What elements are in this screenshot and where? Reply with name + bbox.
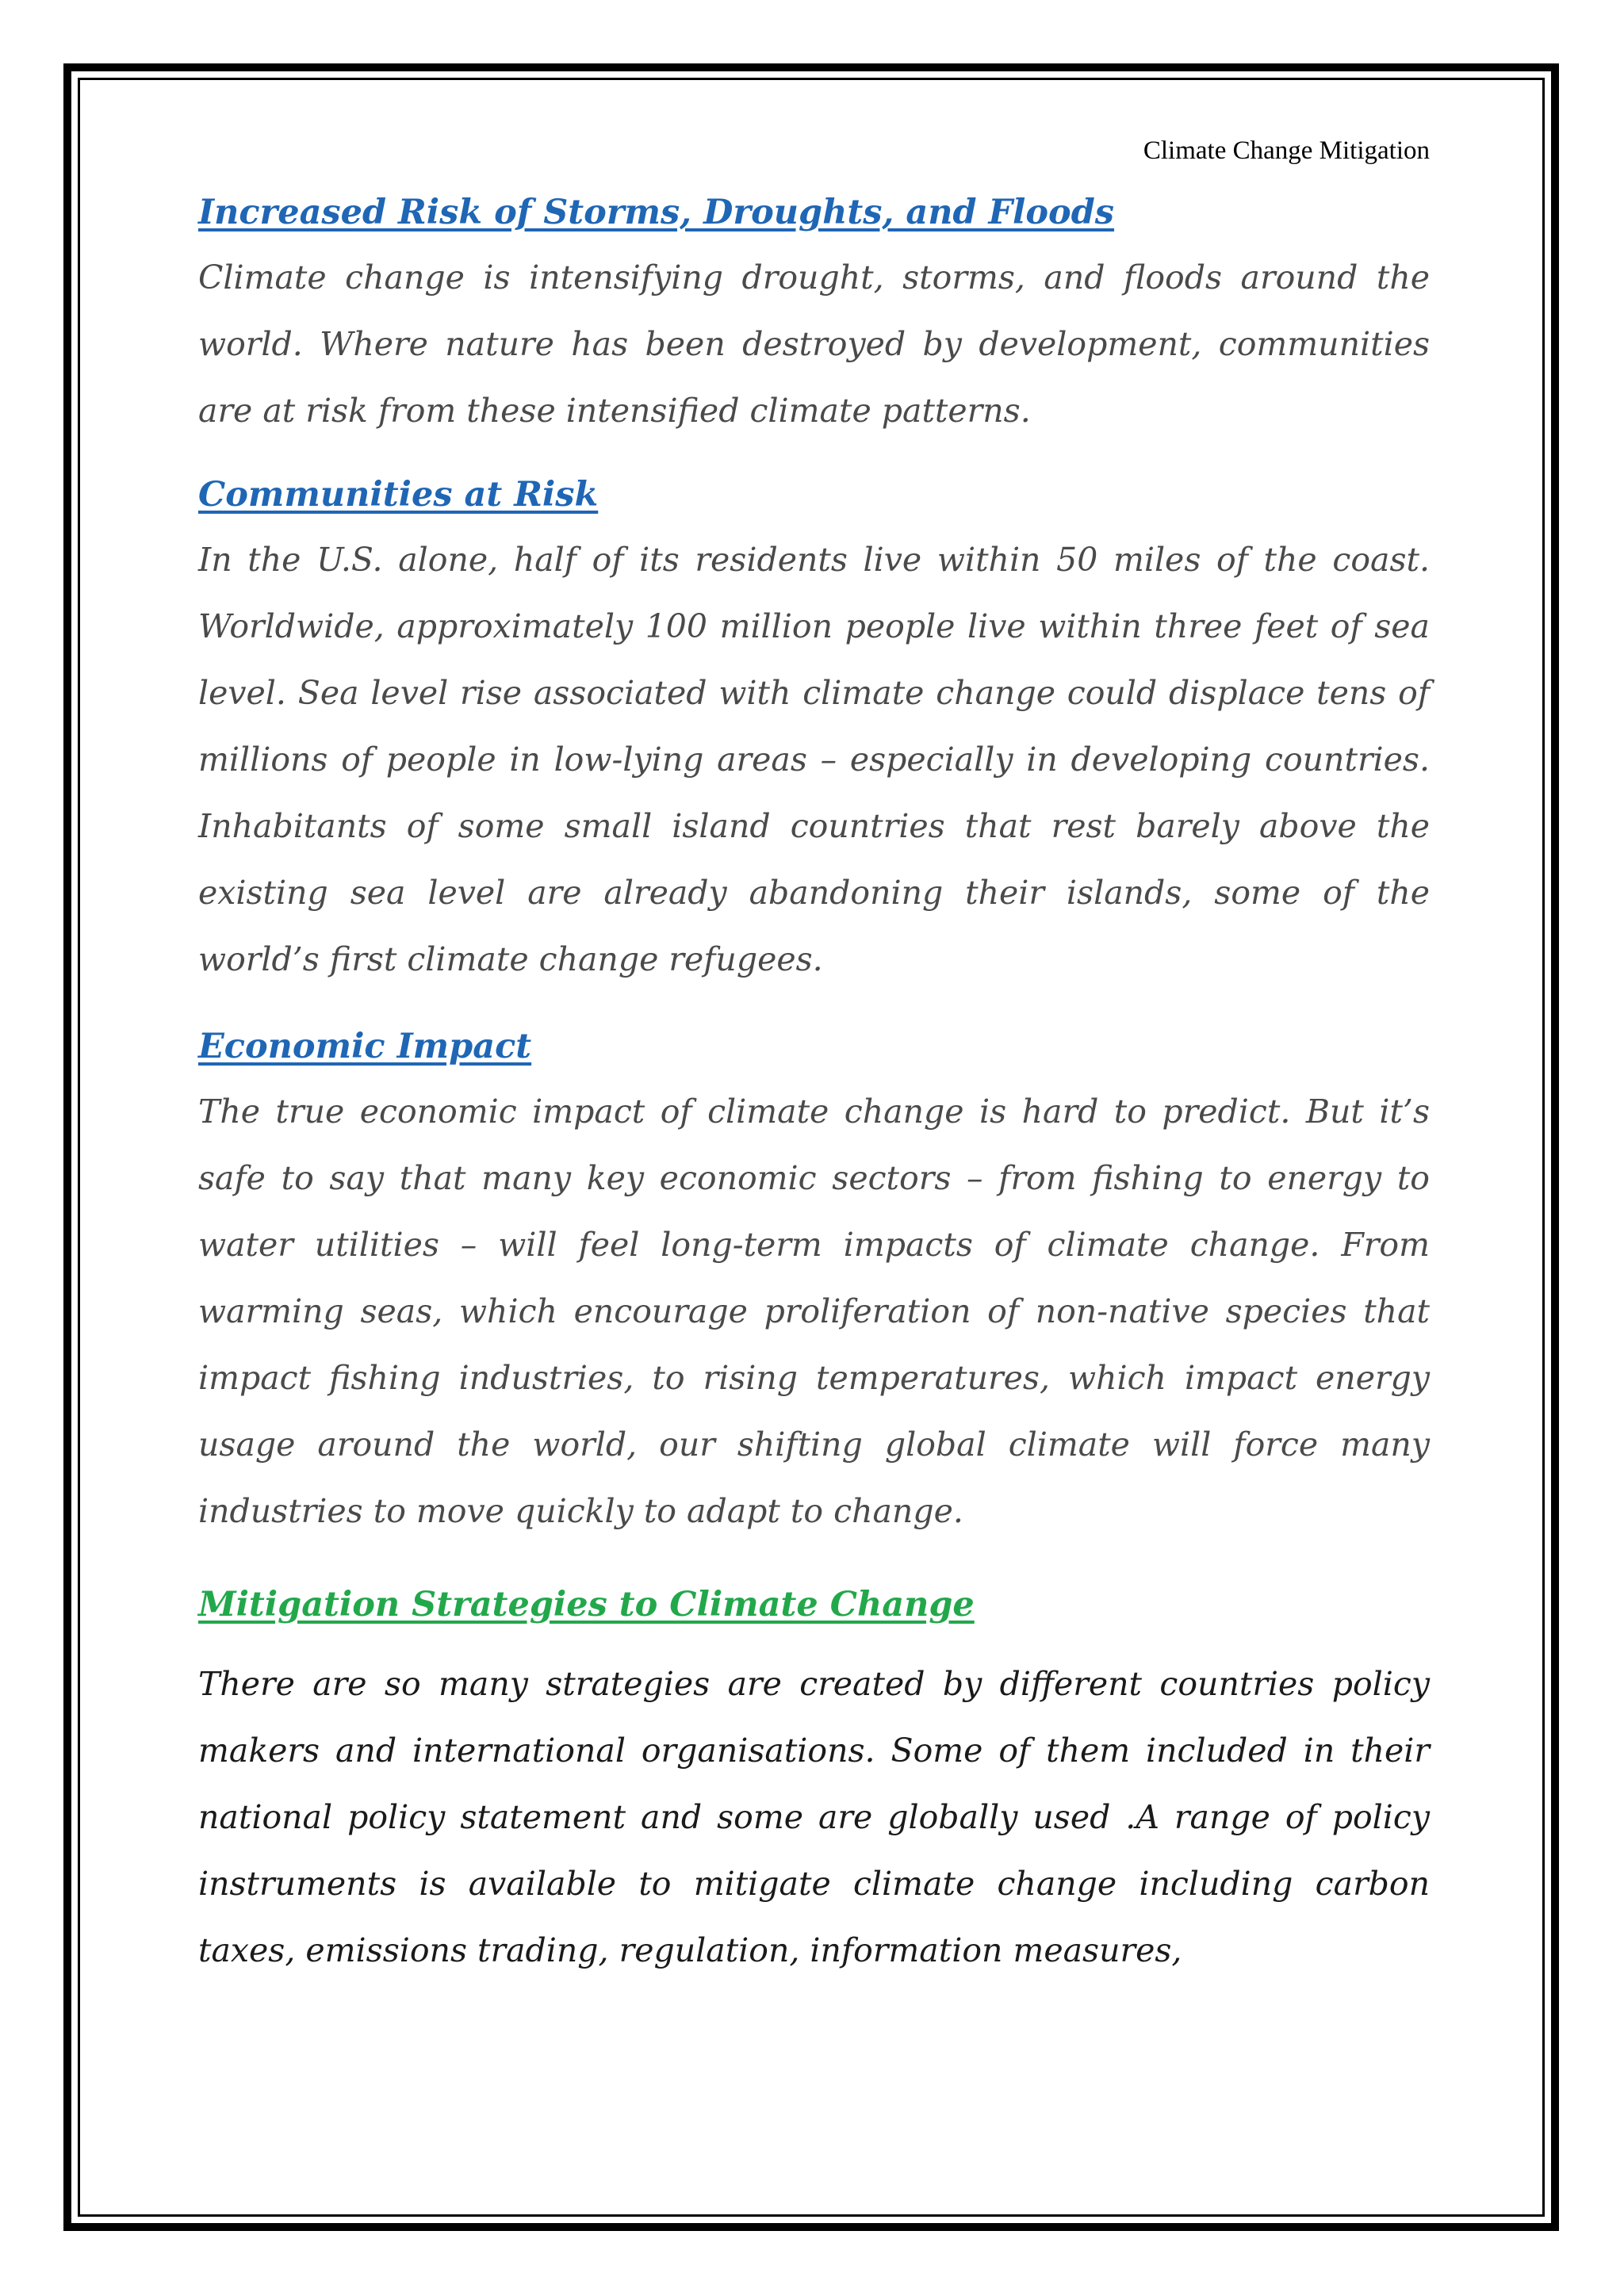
section-paragraph: There are so many strategies are created by different countries policy makers and international organisations. Some of them included in their national policy statement and some are globally used .A range of policy instruments is available to mitigate climate change including carbon taxes, emissions trading, regulation, information measures, xyxy=(198,1665,1430,1969)
section-paragraph: Climate change is intensifying drought, storms, and floods around the world. Where nature has been destroyed by development, communities are at risk from these intensified climate patterns. xyxy=(198,258,1430,430)
section-paragraph: In the U.S. alone, half of its residents live within 50 miles of the coast. Worldwide, approximately 100 million people live within three feet of sea level. Sea level rise associated with climate change could displace tens of millions of people in low-lying areas – especially in developing countries. Inhabitants of some small island countries that rest barely above the existing sea level are already abandoning their islands, some of the world’s first climate change refugees. xyxy=(198,541,1430,978)
section-economic-impact xyxy=(198,1023,1430,1544)
section-heading: Increased Risk of Storms, Droughts, and Floods xyxy=(198,193,1115,232)
heading-spacer xyxy=(198,236,1430,244)
heading-spacer xyxy=(198,1070,1430,1078)
section-heading: Mitigation Strategies to Climate Change xyxy=(198,1585,975,1624)
section-heading: Economic Impact xyxy=(198,1027,532,1066)
section-paragraph: The true economic impact of climate change is hard to predict. But it’s safe to say that many key economic sectors – from fishing to energy to water utilities – will feel long-term impacts of climate change. From warming seas, which encourage proliferation of non-native species that impact fishing industries, to rising temperatures, which impact energy usage around the world, our shifting global climate will force many industries to move quickly to adapt to change. xyxy=(198,1093,1430,1530)
section-communities-at-risk xyxy=(198,471,1430,993)
document-content xyxy=(198,189,1430,1984)
heading-spacer xyxy=(198,519,1430,526)
section-storms-droughts-floods xyxy=(198,189,1430,444)
section-mitigation-strategies xyxy=(198,1581,1430,1984)
section-heading: Communities at Risk xyxy=(198,475,599,515)
heading-spacer xyxy=(198,1628,1430,1651)
running-header: Climate Change Mitigation xyxy=(1143,136,1430,165)
